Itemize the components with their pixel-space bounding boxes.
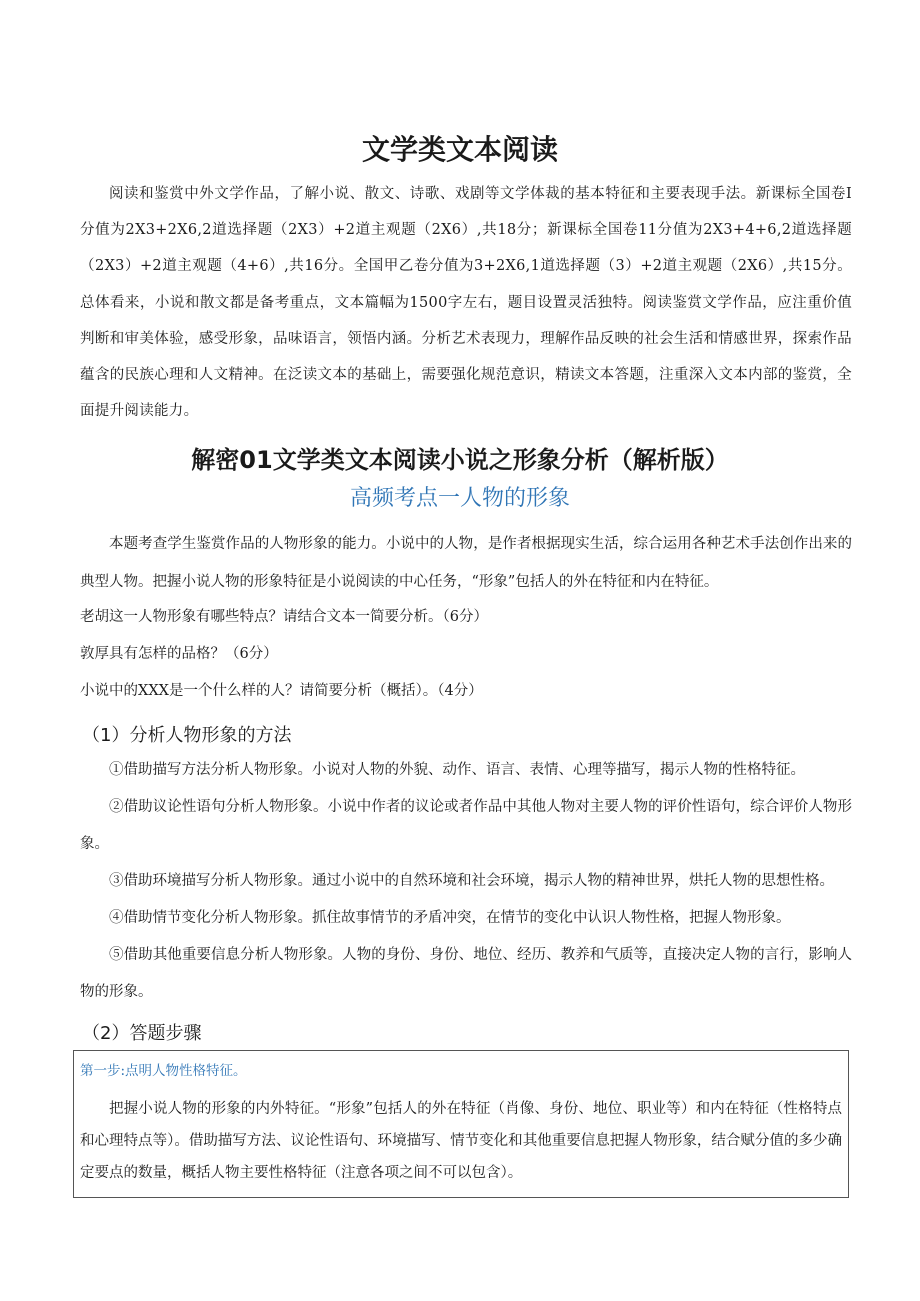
lead-text: 本题考查学生鉴赏作品的人物形象的能力。小说中的人物，是作者根据现实生活，综合运用各种艺术手法创作出来的典型人物。把握小说人物的形象特征是小说阅读的中心任务，“形象”包括人的外在特征和内在特征。 (80, 536, 852, 590)
methods-list (80, 752, 852, 1011)
step-box (73, 1050, 849, 1198)
step-label: 第一步:点明人物性格特征。 (80, 1063, 247, 1079)
question-1: 老胡这一人物形象有哪些特点？请结合文本一简要分析。（6分） (80, 609, 488, 625)
topic-heading: 高频考点一人物的形象 (349, 486, 570, 511)
lead-paragraph (80, 526, 852, 601)
method-item: ②借助议论性语句分析人物形象。小说中作者的议论或者作品中其他人物对主要人物的评价性语句，综合评价人物形象。 (80, 799, 852, 852)
step-body: 把握小说人物的形象的内外特征。“形象”包括人的外在特征（肖像、身份、地位、职业等）和内在特征（性格特点和心理特点等）。借助描写方法、议论性语句、环境描写、情节变化和其他重要信息把握人物形象，结合赋分值的多少确定要点的数量，概括人物主要性格特征（注意各项之间不可以包含）。 (80, 1101, 842, 1181)
section-title: 解密01文学类文本阅读小说之形象分析（解析版） (191, 446, 729, 474)
intro-text: 阅读和鉴赏中外文学作品，了解小说、散文、诗歌、戏剧等文学体裁的基本特征和主要表现手法。新课标全国卷Ⅰ分值为2X3+2X6,2道选择题（2X3）+2道主观题（2X6）,共18分；新课标全国卷11分值为2X3+4+6,2道选择题（2X3）+2道主观题（4+6）,共16分。全国甲乙卷分值为3+2X6,1道选择题（3）+2道主观题（2X6）,共15分。总体看来，小说和散文都是备考重点，文本篇幅为1500字左右，题目设置灵活独特。阅读鉴赏文学作品，应注重价值判断和审美体验，感受形象，品味语言，领悟内涵。分析艺术表现力，理解作品反映的社会生活和情感世界，探索作品蕴含的民族心理和人文精神。在泛读文本的基础上，需要强化规范意识，精读文本答题，注重深入文本内部的鉴赏，全面提升阅读能力。 (80, 186, 852, 420)
method-item: ③借助环境描写分析人物形象。通过小说中的自然环境和社会环境，揭示人物的精神世界，烘托人物的思想性格。 (109, 873, 834, 889)
subsection-heading-steps: （2）答题步骤 (82, 1023, 202, 1044)
intro-paragraph (80, 176, 852, 429)
question-3: 小说中的XXX是一个什么样的人？请简要分析（概括）。（4分） (80, 683, 483, 699)
subsection-heading-methods: （1）分析人物形象的方法 (82, 725, 292, 746)
method-item: ①借助描写方法分析人物形象。小说对人物的外貌、动作、语言、表情、心理等描写，揭示人物的性格特征。 (109, 762, 805, 778)
question-2: 敦厚具有怎样的品格？（6分） (80, 646, 278, 662)
page-title: 文学类文本阅读 (361, 133, 558, 166)
method-item: ④借助情节变化分析人物形象。抓住故事情节的矛盾冲突，在情节的变化中认识人物性格，把握人物形象。 (109, 910, 791, 926)
method-item: ⑤借助其他重要信息分析人物形象。人物的身份、身份、地位、经历、教养和气质等，直接决定人物的言行，影响人物的形象。 (80, 947, 852, 1000)
